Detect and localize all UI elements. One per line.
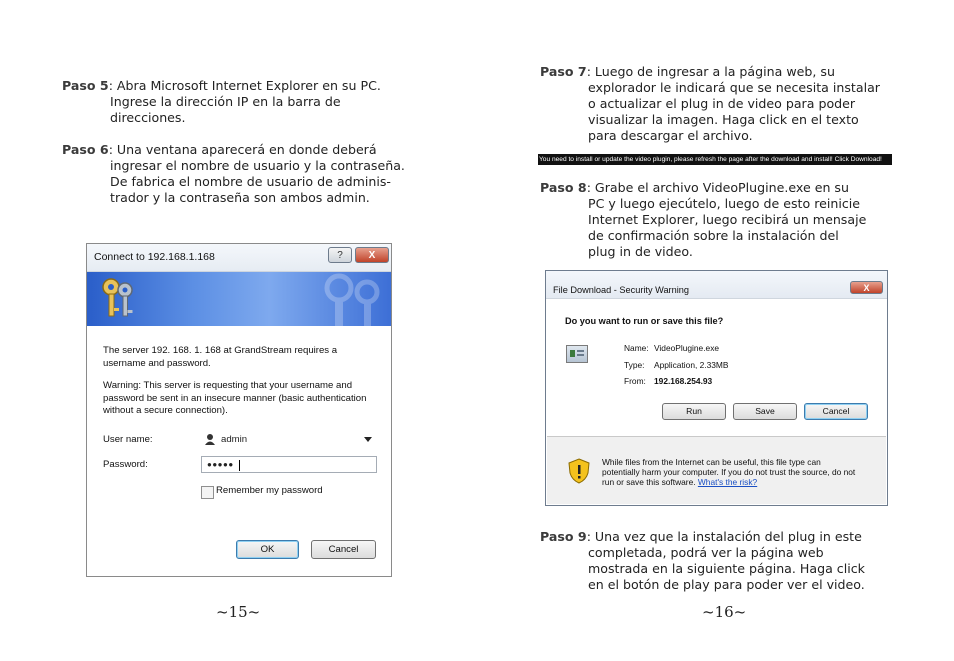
download-question: Do you want to run or save this file? — [565, 316, 724, 326]
remember-label[interactable]: Remember my password — [216, 485, 323, 496]
step-9-label: Paso 9 — [540, 529, 587, 544]
step-5-line: Ingrese la dirección IP en la barra de — [110, 94, 341, 109]
application-file-icon — [566, 345, 588, 363]
warning-line: Warning: This server is requesting that your username and — [103, 380, 353, 391]
whats-the-risk-link[interactable]: What's the risk? — [697, 477, 758, 487]
message-line: username and password. — [103, 357, 211, 369]
step-6 — [62, 142, 405, 206]
page-number-left: ~15~ — [216, 603, 261, 621]
warning-line: While files from the Internet can be useful, this file type can — [602, 457, 821, 467]
warning-line: password be sent in an insecure manner (basic authentication — [103, 392, 367, 404]
step-9-line: completada, podrá ver la página web — [588, 545, 824, 560]
message-line: The server 192. 168. 1. 168 at GrandStream requires a — [103, 345, 338, 356]
cancel-button[interactable]: Cancel — [804, 403, 868, 420]
security-warning — [103, 380, 366, 418]
step-8-line1: : Grabe el archivo VideoPlugine.exe en su — [586, 180, 849, 195]
cancel-button[interactable]: Cancel — [311, 540, 376, 559]
warning-line: potentially harm your computer. If you do not trust the source, do not — [602, 467, 856, 477]
chevron-down-icon[interactable] — [364, 437, 372, 443]
keys-banner — [87, 272, 391, 326]
username-field[interactable] — [201, 431, 377, 448]
step-8-line: de confirmación sobre la instalación del — [588, 228, 839, 243]
file-download-dialog — [545, 270, 888, 506]
password-value: ●●●●● — [207, 460, 234, 469]
save-button[interactable]: Save — [733, 403, 797, 420]
user-icon — [204, 433, 216, 445]
dialog-title: Connect to 192.168.1.168 — [94, 251, 215, 263]
warning-line: run or save this software. — [602, 477, 696, 487]
type-label: Type: — [624, 360, 645, 370]
step-6-line: trador y la contraseña son ambos admin. — [110, 190, 370, 205]
step-7-line: explorador le indicará que se necesita instalar — [588, 80, 880, 95]
step-7-line: para descargar el archivo. — [588, 128, 753, 143]
step-5-label: Paso 5 — [62, 78, 109, 93]
remember-checkbox[interactable] — [201, 486, 214, 499]
plugin-notice-bar[interactable]: You need to install or update the video plugin, please refresh the page after the download and install! Click Download! — [538, 154, 892, 165]
name-label: Name: — [624, 343, 649, 353]
help-button[interactable]: ? — [328, 247, 352, 263]
close-button[interactable]: X — [355, 247, 389, 263]
banner-keys-watermark-icon — [309, 272, 389, 326]
connect-dialog — [86, 243, 392, 577]
step-6-line1: : Una ventana aparecerá en donde deberá — [108, 142, 377, 157]
run-button[interactable]: Run — [662, 403, 726, 420]
step-7-label: Paso 7 — [540, 64, 587, 79]
step-7 — [540, 64, 880, 144]
username-label: User name: — [103, 434, 153, 445]
step-9-line: mostrada en la siguiente página. Haga click — [588, 561, 865, 576]
download-warning-text — [602, 457, 855, 487]
step-7-line: o actualizar el plug in de video para poder — [588, 96, 856, 111]
dialog-titlebar — [546, 271, 887, 299]
password-field[interactable] — [201, 456, 377, 473]
type-value: Application, 2.33MB — [654, 360, 729, 370]
step-8 — [540, 180, 866, 260]
step-5 — [62, 78, 381, 126]
ok-button[interactable]: OK — [236, 540, 299, 559]
step-5-line1: : Abra Microsoft Internet Explorer en su PC. — [108, 78, 381, 93]
step-8-label: Paso 8 — [540, 180, 587, 195]
step-5-line: direcciones. — [110, 110, 186, 125]
dialog-titlebar — [87, 244, 391, 272]
warning-line: without a secure connection). — [103, 405, 228, 416]
keys-icon — [99, 276, 139, 320]
step-7-line1: : Luego de ingresar a la página web, su — [586, 64, 835, 79]
page-number-right: ~16~ — [702, 603, 747, 621]
step-8-line: Internet Explorer, luego recibirá un mensaje — [588, 212, 867, 227]
from-value: 192.168.254.93 — [654, 376, 713, 386]
from-label: From: — [624, 376, 646, 386]
username-value: admin — [221, 434, 248, 445]
step-9 — [540, 529, 865, 593]
shield-warning-icon — [568, 458, 590, 484]
step-8-line: PC y luego ejecútelo, luego de esto reinicie — [588, 196, 861, 211]
step-6-line: ingresar el nombre de usuario y la contraseña. — [110, 158, 405, 173]
close-button[interactable]: X — [850, 281, 883, 294]
step-6-line: De fabrica el nombre de usuario de adminis- — [110, 174, 391, 189]
step-7-line: visualizar la imagen. Haga click en el texto — [588, 112, 859, 127]
step-8-line: plug in de video. — [588, 244, 693, 259]
server-message — [103, 345, 337, 370]
step-6-label: Paso 6 — [62, 142, 109, 157]
dialog-title: File Download - Security Warning — [553, 285, 689, 295]
name-value: VideoPlugine.exe — [654, 343, 720, 353]
step-9-line1: : Una vez que la instalación del plug in este — [586, 529, 862, 544]
step-9-line: en el botón de play para poder ver el video. — [588, 577, 865, 592]
password-label: Password: — [103, 459, 148, 470]
text-cursor — [239, 460, 240, 471]
